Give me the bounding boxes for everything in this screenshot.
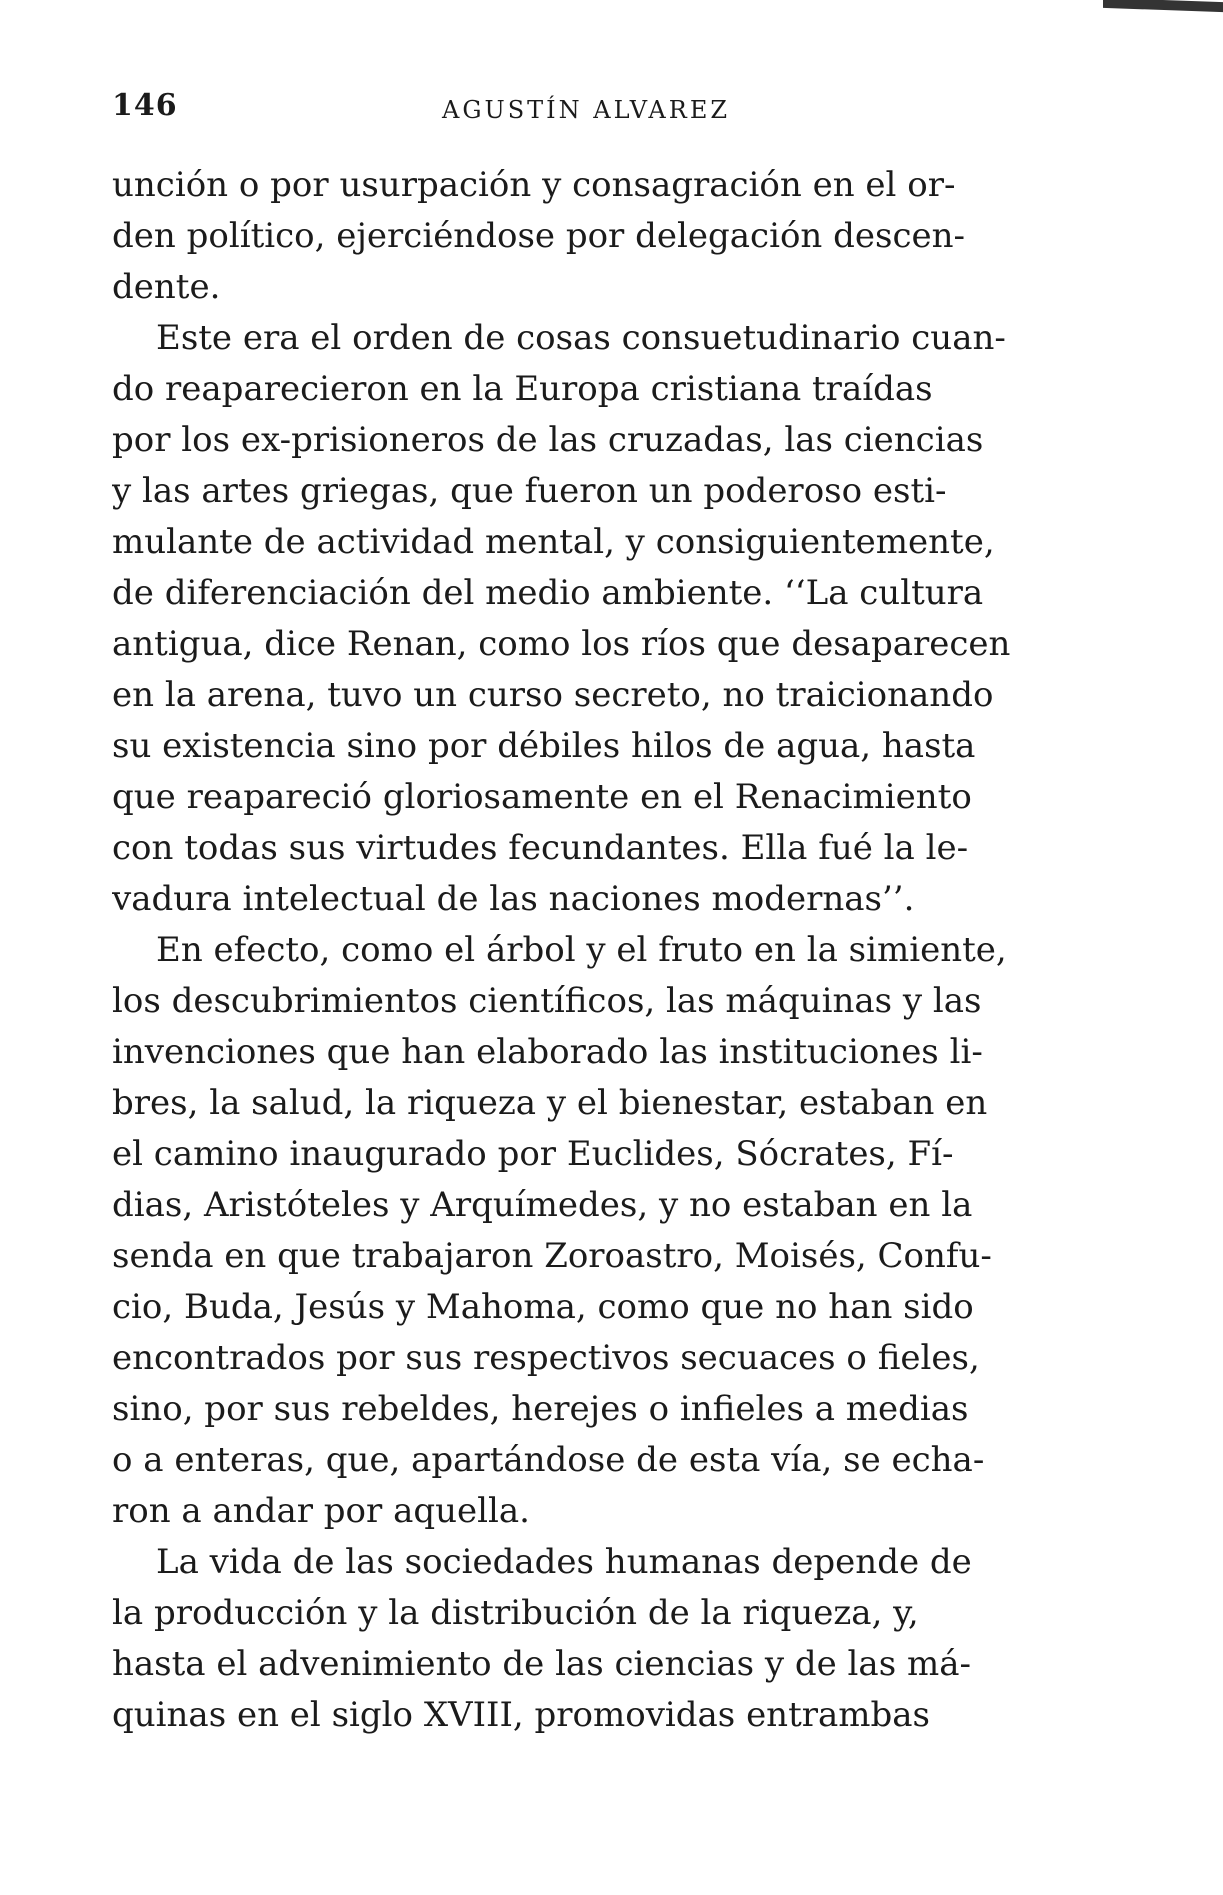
text-line: invenciones que han elaborado las instituciones li- — [112, 1032, 983, 1072]
text-line: unción o por usurpación y consagración en el or- — [112, 165, 956, 205]
body-text — [112, 160, 1072, 1741]
text-line: hasta el advenimiento de las ciencias y de las má- — [112, 1644, 971, 1684]
text-line: en la arena, tuvo un curso secreto, no traicionando — [112, 675, 994, 715]
text-line: los descubrimientos científicos, las máquinas y las — [112, 981, 982, 1021]
text-line: encontrados por sus respectivos secuaces o fieles, — [112, 1338, 980, 1378]
page-header — [112, 88, 1072, 128]
text-line: por los ex-prisioneros de las cruzadas, las ciencias — [112, 420, 984, 460]
page-number: 146 — [112, 88, 178, 123]
text-line: En efecto, como el árbol y el fruto en la simiente, — [156, 930, 1007, 970]
text-line: antigua, dice Renan, como los ríos que desaparecen — [112, 624, 1011, 664]
scan-edge-mark — [1103, 0, 1223, 32]
running-head: AGUSTÍN ALVAREZ — [442, 96, 731, 124]
text-line: que reapareció gloriosamente en el Renacimiento — [112, 777, 972, 817]
text-line: ron a andar por aquella. — [112, 1491, 530, 1531]
text-line: vadura intelectual de las naciones modernas’’. — [112, 879, 915, 919]
text-line: su existencia sino por débiles hilos de agua, hasta — [112, 726, 976, 766]
text-line: senda en que trabajaron Zoroastro, Moisés, Confu- — [112, 1236, 992, 1276]
text-line: La vida de las sociedades humanas depende de — [156, 1542, 972, 1582]
text-line: con todas sus virtudes fecundantes. Ella fué la le- — [112, 828, 969, 868]
text-line: la producción y la distribución de la riqueza, y, — [112, 1593, 919, 1633]
text-line: dente. — [112, 267, 221, 307]
text-line: do reaparecieron en la Europa cristiana traídas — [112, 369, 933, 409]
text-line: mulante de actividad mental, y consiguientemente, — [112, 522, 995, 562]
text-line: Este era el orden de cosas consuetudinario cuan- — [156, 318, 1006, 358]
text-line: cio, Buda, Jesús y Mahoma, como que no han sido — [112, 1287, 974, 1327]
text-line: bres, la salud, la riqueza y el bienestar, estaban en — [112, 1083, 988, 1123]
text-line: el camino inaugurado por Euclides, Sócrates, Fí- — [112, 1134, 954, 1174]
text-line: den político, ejerciéndose por delegación descen- — [112, 216, 966, 256]
text-line: quinas en el siglo XVIII, promovidas entrambas — [112, 1695, 930, 1735]
text-line: de diferenciación del medio ambiente. ‘‘La cultura — [112, 573, 984, 613]
text-line: dias, Aristóteles y Arquímedes, y no estaban en la — [112, 1185, 973, 1225]
text-line: o a enteras, que, apartándose de esta vía, se echa- — [112, 1440, 985, 1480]
text-line: y las artes griegas, que fueron un poderoso esti- — [112, 471, 947, 511]
text-line: sino, por sus rebeldes, herejes o infieles a medias — [112, 1389, 969, 1429]
